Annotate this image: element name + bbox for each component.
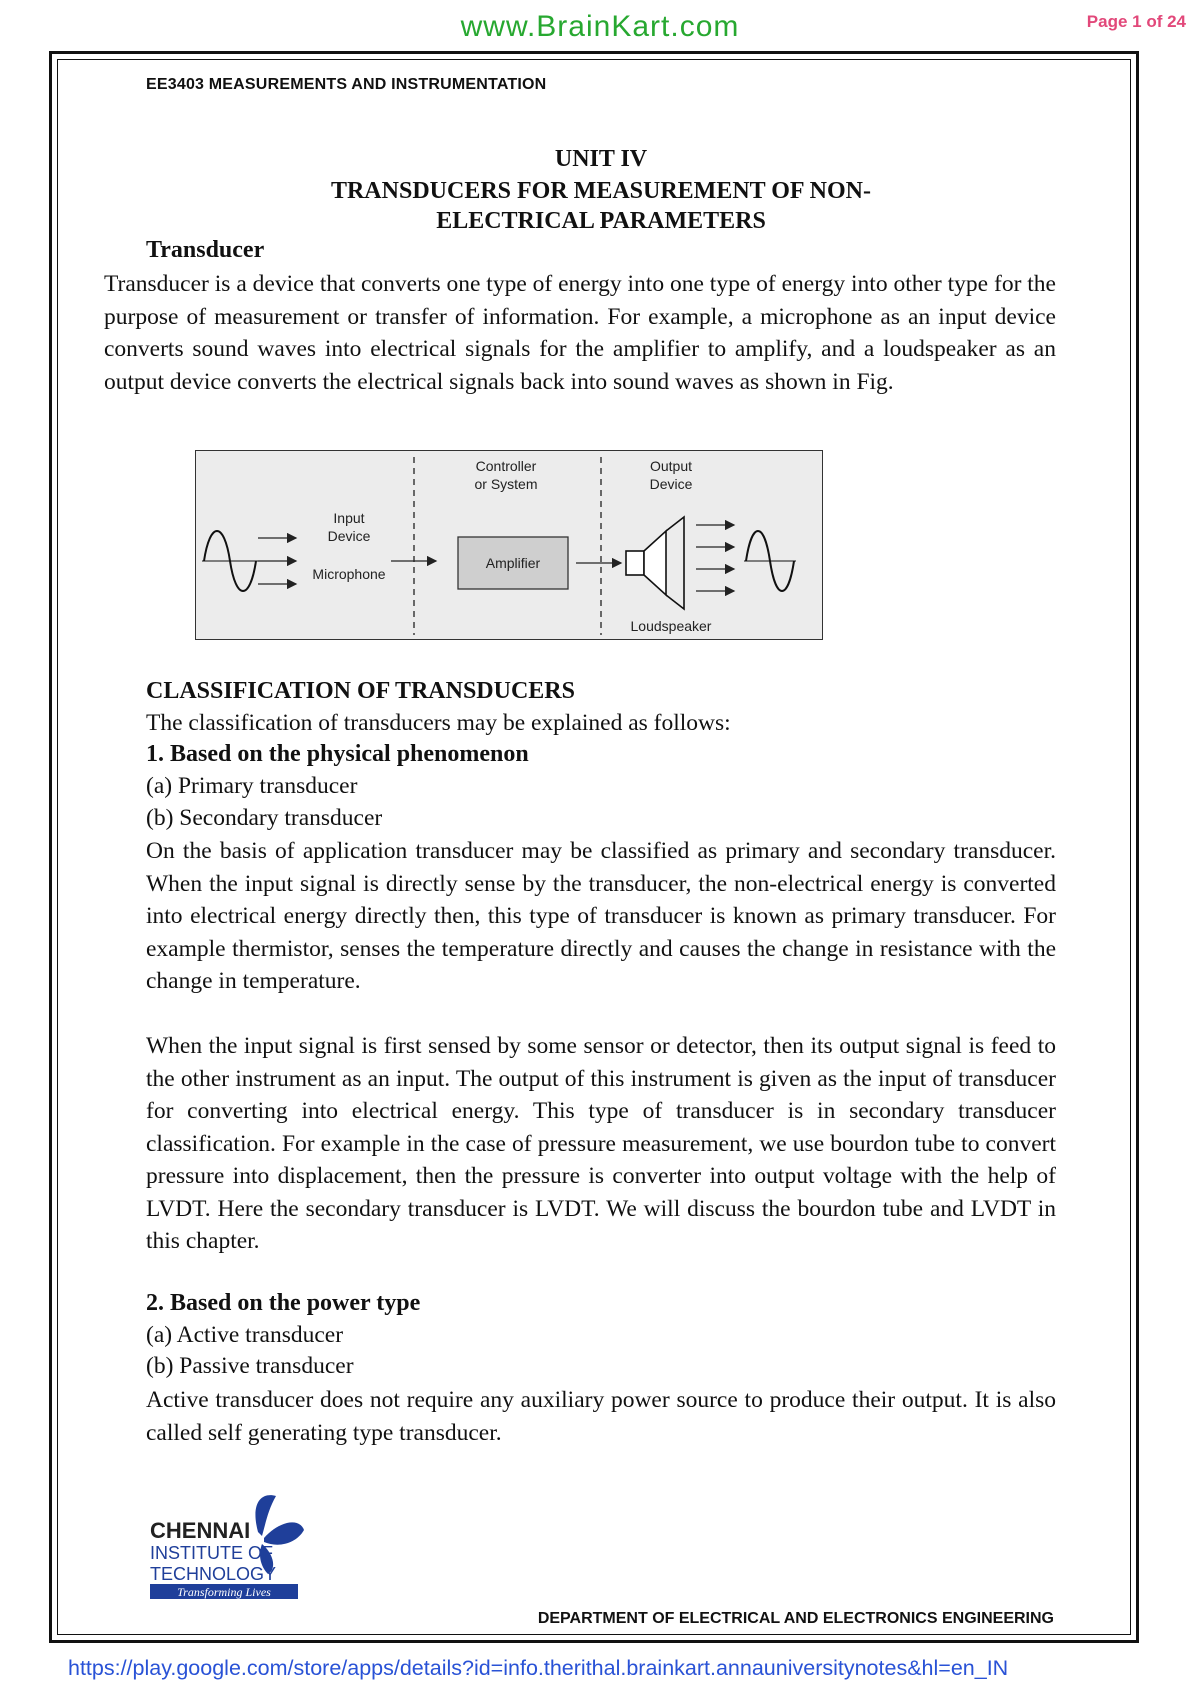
unit-title-line2: ELECTRICAL PARAMETERS (436, 208, 766, 234)
play-store-link[interactable]: https://play.google.com/store/apps/details?id=info.therithal.brainkart.annauniversitynotes&hl=en_IN (68, 1656, 1009, 1680)
microphone-label: Microphone (312, 566, 386, 582)
secondary-transducer-item: (b) Secondary transducer (146, 805, 383, 831)
logo-line2: INSTITUTE OF (150, 1543, 273, 1563)
transducer-definition: Transducer is a device that converts one type of energy into one type of energy into other type for the purpose of measurement or transfer of information. For example, a microphone as an input device converts sound waves into electrical signals for the amplifier to amplify, and a loudspeaker as an output device converts the electrical signals back into sound waves as shown in Fig. (104, 271, 1056, 395)
logo-line3: TECHNOLOGY (150, 1564, 277, 1584)
input-label-2: Device (327, 528, 371, 544)
controller-label-2: or System (474, 476, 538, 492)
classification-heading: CLASSIFICATION OF TRANSDUCERS (146, 678, 575, 704)
controller-label-1: Controller (475, 458, 537, 474)
diagram-drawing (196, 451, 824, 641)
input-label-1: Input (333, 510, 365, 526)
amplifier-label: Amplifier (485, 555, 541, 571)
primary-transducer-item: (a) Primary transducer (146, 773, 358, 799)
output-label-1: Output (649, 458, 693, 474)
loudspeaker-label: Loudspeaker (630, 618, 712, 634)
page-number: Page 1 of 24 (1086, 12, 1186, 31)
butterfly-icon (150, 1490, 330, 1600)
transducer-block-diagram (195, 450, 823, 640)
logo-line1: CHENNAI (150, 1518, 251, 1543)
output-label-2: Device (649, 476, 693, 492)
active-transducer-paragraph: Active transducer does not require any auxiliary power source to produce their output. It is also called self generating type transducer. (146, 1387, 1056, 1446)
logo-tagline: Transforming Lives (177, 1585, 271, 1599)
institute-logo (150, 1490, 330, 1600)
active-transducer-item: (a) Active transducer (146, 1322, 344, 1348)
unit-title-line1: TRANSDUCERS FOR MEASUREMENT OF NON- (330, 178, 872, 204)
passive-transducer-item: (b) Passive transducer (146, 1353, 354, 1379)
loudspeaker-icon (626, 517, 684, 609)
basis-2-heading: 2. Based on the power type (146, 1290, 421, 1316)
unit-number: UNIT IV (554, 146, 648, 172)
secondary-paragraph: When the input signal is first sensed by some sensor or detector, then its output signal is feed to the other instrument as an input. The output of this instrument is given as the input of transducer for converting into electrical energy. This type of transducer is in secondary transducer classification. For example in the case of pressure measurement, we use bourdon tube to convert pressure into displacement, then the pressure is converter into output voltage with the help of LVDT. Here the secondary transducer is LVDT. We will discuss the bourdon tube and LVDT in this chapter. (146, 1033, 1056, 1254)
site-url[interactable]: www.BrainKart.com (460, 10, 740, 43)
transducer-heading: Transducer (146, 237, 265, 263)
primary-secondary-paragraph: On the basis of application transducer may be classified as primary and secondary transducer. When the input signal is directly sense by the transducer, the non-electrical energy is converted into electrical energy directly then, this type of transducer is known as primary transducer. For example thermistor, senses the temperature directly and causes the change in resistance with the change in temperature. (146, 838, 1056, 994)
department-name: DEPARTMENT OF ELECTRICAL AND ELECTRONICS ENGINEERING (537, 1610, 1054, 1627)
classification-intro: The classification of transducers may be explained as follows: (146, 710, 731, 736)
course-title: EE3403 MEASUREMENTS AND INSTRUMENTATION (146, 76, 547, 93)
basis-1-heading: 1. Based on the physical phenomenon (146, 741, 529, 767)
